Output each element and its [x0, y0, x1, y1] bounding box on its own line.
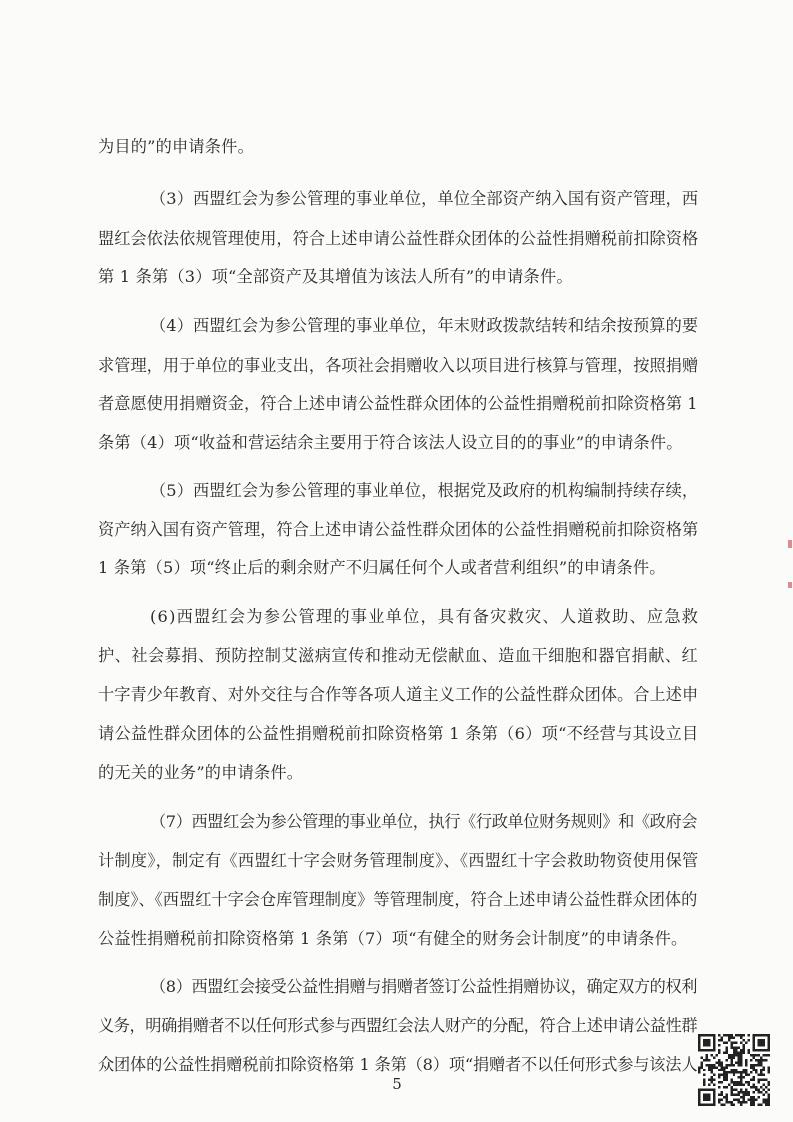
text-line: 请公益性群众团体的公益性捐赠税前扣除资格第 1 条第（6）项“不经营与其设立目 [98, 724, 699, 743]
text-line: （8）西盟红会接受公益性捐赠与捐赠者签订公益性捐赠协议，确定双方的权利 [150, 977, 698, 996]
text-line: 公益性捐赠税前扣除资格第 1 条第（7）项“有健全的财务会计制度”的申请条件。 [98, 929, 688, 948]
text-line: 资产纳入国有资产管理，符合上述申请公益性群众团体的公益性捐赠税前扣除资格第 [98, 520, 699, 539]
text-line: 的无关的业务”的申请条件。 [98, 763, 304, 782]
text-line: 护、社会募捐、预防控制艾滋病宣传和推动无偿献血、造血干细胞和器官捐献、红 [98, 646, 699, 665]
text-line: 者意愿使用捐赠资金，符合上述申请公益性群众团体的公益性捐赠税前扣除资格第 1 [98, 394, 698, 413]
text-line: 盟红会依法依规管理使用，符合上述申请公益性群众团体的公益性捐赠税前扣除资格 [98, 229, 699, 248]
text-line: （4）西盟红会为参公管理的事业单位，年末财政拨款结转和结余按预算的要 [150, 316, 699, 335]
text-line: 1 条第（5）项“终止后的剩余财产不归属任何个人或者营利组织”的申请条件。 [98, 558, 666, 577]
text-line: 求管理，用于单位的事业支出，各项社会捐赠收入以项目进行核算与管理，按照捐赠 [98, 356, 699, 375]
page-number: 5 [392, 1075, 402, 1093]
text-line: 计制度》，制定有《西盟红十字会财务管理制度》、《西盟红十字会救助物资使用保管 [98, 851, 699, 870]
edge-mark [788, 582, 792, 588]
text-line: 十字青少年教育、对外交往与合作等各项人道主义工作的公益性群众团体。合上述申 [98, 685, 699, 704]
edge-mark [788, 540, 792, 548]
text-line: 为目的”的申请条件。 [98, 137, 254, 156]
text-line: 条第（4）项“收益和营运结余主要用于符合该法人设立目的的事业”的申请条件。 [98, 433, 683, 452]
text-line: （3）西盟红会为参公管理的事业单位，单位全部资产纳入国有资产管理，西 [150, 189, 699, 208]
text-line: （5）西盟红会为参公管理的事业单位，根据党及政府的机构编制持续存续， [150, 481, 699, 500]
text-line: (6)西盟红会为参公管理的事业单位，具有备灾救灾、人道救助、应急救 [150, 607, 700, 626]
text-line: 第 1 条第（3）项“全部资产及其增值为该法人所有”的申请条件。 [98, 267, 573, 286]
text-line: 义务，明确捐赠者不以任何形式参与西盟红会法人财产的分配，符合上述申请公益性群 [98, 1016, 698, 1035]
text-line: 众团体的公益性捐赠税前扣除资格第 1 条第（8）项“捐赠者不以任何形式参与该法人 [98, 1055, 698, 1074]
text-line: 制度》、《西盟红十字会仓库管理制度》等管理制度，符合上述申请公益性群众团体的 [98, 890, 698, 909]
qr-code-icon [698, 1034, 770, 1106]
text-line: （7）西盟红会为参公管理的事业单位，执行《行政单位财务规则》和《政府会 [150, 812, 698, 831]
